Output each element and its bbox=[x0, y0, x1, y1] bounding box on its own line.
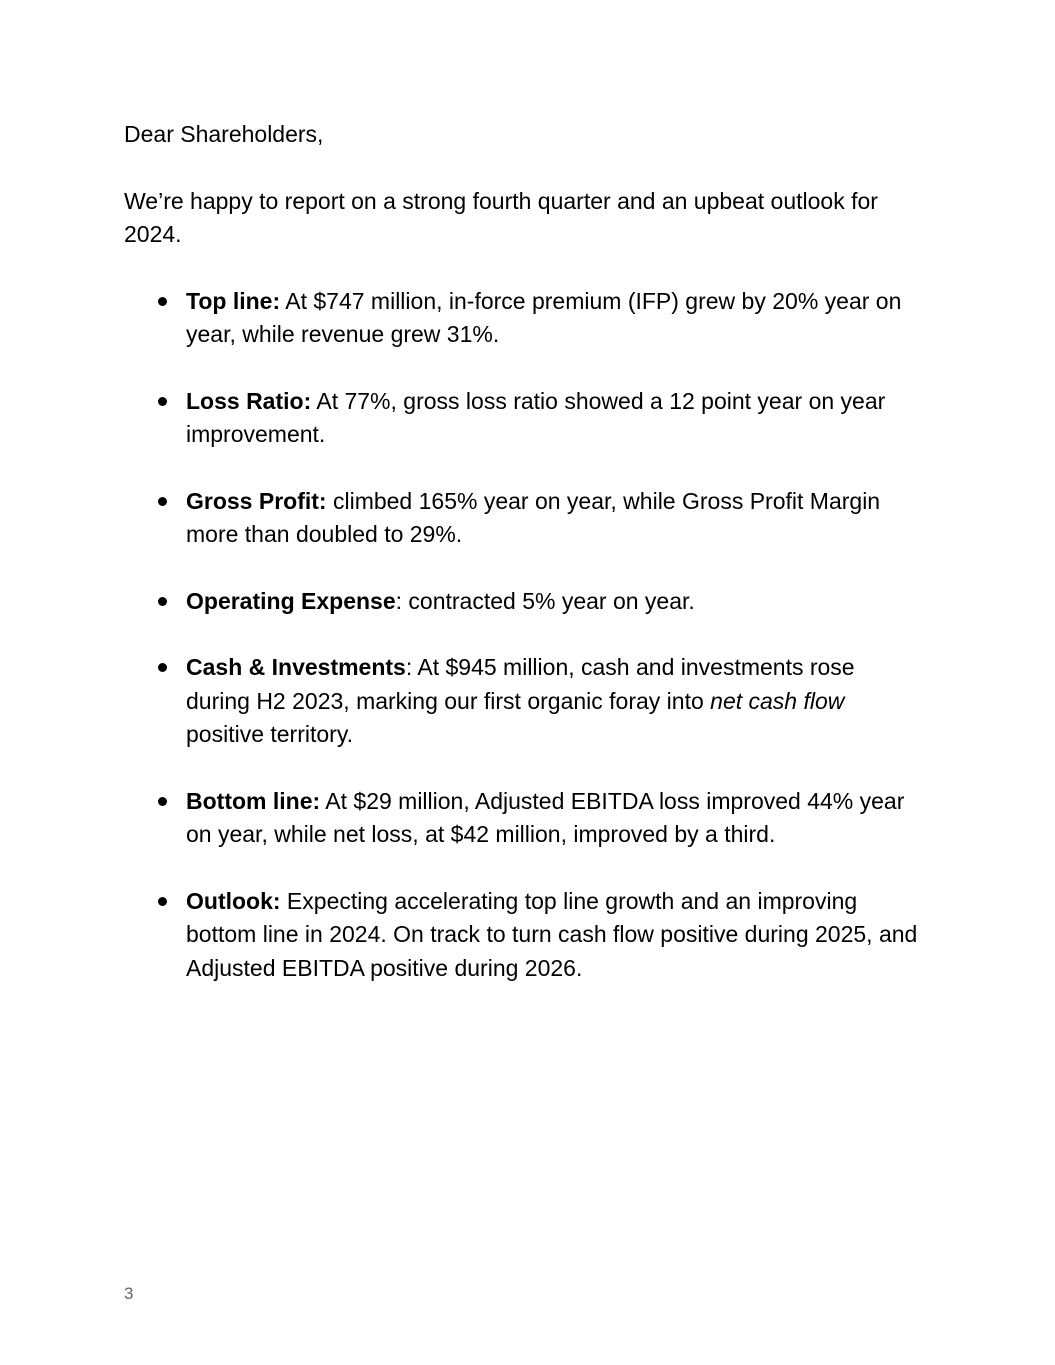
bullet-body: At 77%, gross loss ratio showed a 12 point year on year improvement. bbox=[186, 387, 886, 447]
bullet-body: climbed 165% year on year, while Gross Profit Margin more than doubled to 29%. bbox=[186, 487, 881, 547]
bullet-icon bbox=[158, 663, 167, 672]
bullet-lead: Loss Ratio: bbox=[186, 387, 312, 414]
bullet-body: At $29 million, Adjusted EBITDA loss improved 44% year on year, while net loss, at $42 million, improved by a third. bbox=[186, 787, 905, 847]
bullet-lead: Operating Expense bbox=[186, 587, 396, 614]
list-item-operating-expense bbox=[124, 585, 924, 619]
bullet-text bbox=[186, 785, 924, 852]
bullet-body: At $747 million, in-force premium (IFP) grew by 20% year on year, while revenue grew 31%. bbox=[186, 287, 902, 347]
highlights-list bbox=[124, 285, 924, 986]
bullet-text bbox=[186, 285, 924, 352]
bullet-text bbox=[186, 885, 924, 986]
bullet-text bbox=[186, 651, 924, 752]
bullet-icon bbox=[158, 797, 167, 806]
salutation: Dear Shareholders, bbox=[124, 121, 324, 147]
list-item-bottom-line bbox=[124, 785, 924, 852]
bullet-icon bbox=[158, 597, 167, 606]
page-number: 3 bbox=[124, 1284, 134, 1303]
bullet-lead: Top line: bbox=[186, 287, 281, 314]
letter-body bbox=[124, 118, 924, 1018]
list-item-loss-ratio bbox=[124, 385, 924, 452]
bullet-text bbox=[186, 385, 924, 452]
bullet-text bbox=[186, 485, 924, 552]
bullet-lead: Cash & Investments bbox=[186, 654, 406, 680]
list-item-cash-investments bbox=[124, 651, 924, 752]
bullet-body: Expecting accelerating top line growth and an improving bottom line in 2024. On track to turn cash flow positive during 2025, and Adjusted EBITDA positive during 2026. bbox=[186, 887, 918, 981]
bullet-lead: Bottom line: bbox=[186, 787, 321, 814]
bullet-text bbox=[186, 585, 924, 619]
bullet-tail: positive territory. bbox=[186, 721, 354, 747]
bullet-icon bbox=[158, 297, 167, 306]
bullet-icon bbox=[158, 497, 167, 506]
list-item-top-line bbox=[124, 285, 924, 352]
intro-paragraph: We’re happy to report on a strong fourth quarter and an upbeat outlook for 2024. bbox=[124, 187, 878, 247]
bullet-lead: Gross Profit: bbox=[186, 487, 327, 514]
bullet-body: : contracted 5% year on year. bbox=[395, 587, 695, 614]
bullet-body: : At $945 million, cash and investments rose during H2 2023, marking our first organic foray into bbox=[186, 654, 855, 714]
list-item-outlook bbox=[124, 885, 924, 986]
bullet-lead: Outlook: bbox=[186, 887, 281, 914]
bullet-emphasis: net cash flow bbox=[710, 687, 845, 714]
list-item-gross-profit bbox=[124, 485, 924, 552]
bullet-icon bbox=[158, 397, 167, 406]
bullet-icon bbox=[158, 897, 167, 906]
